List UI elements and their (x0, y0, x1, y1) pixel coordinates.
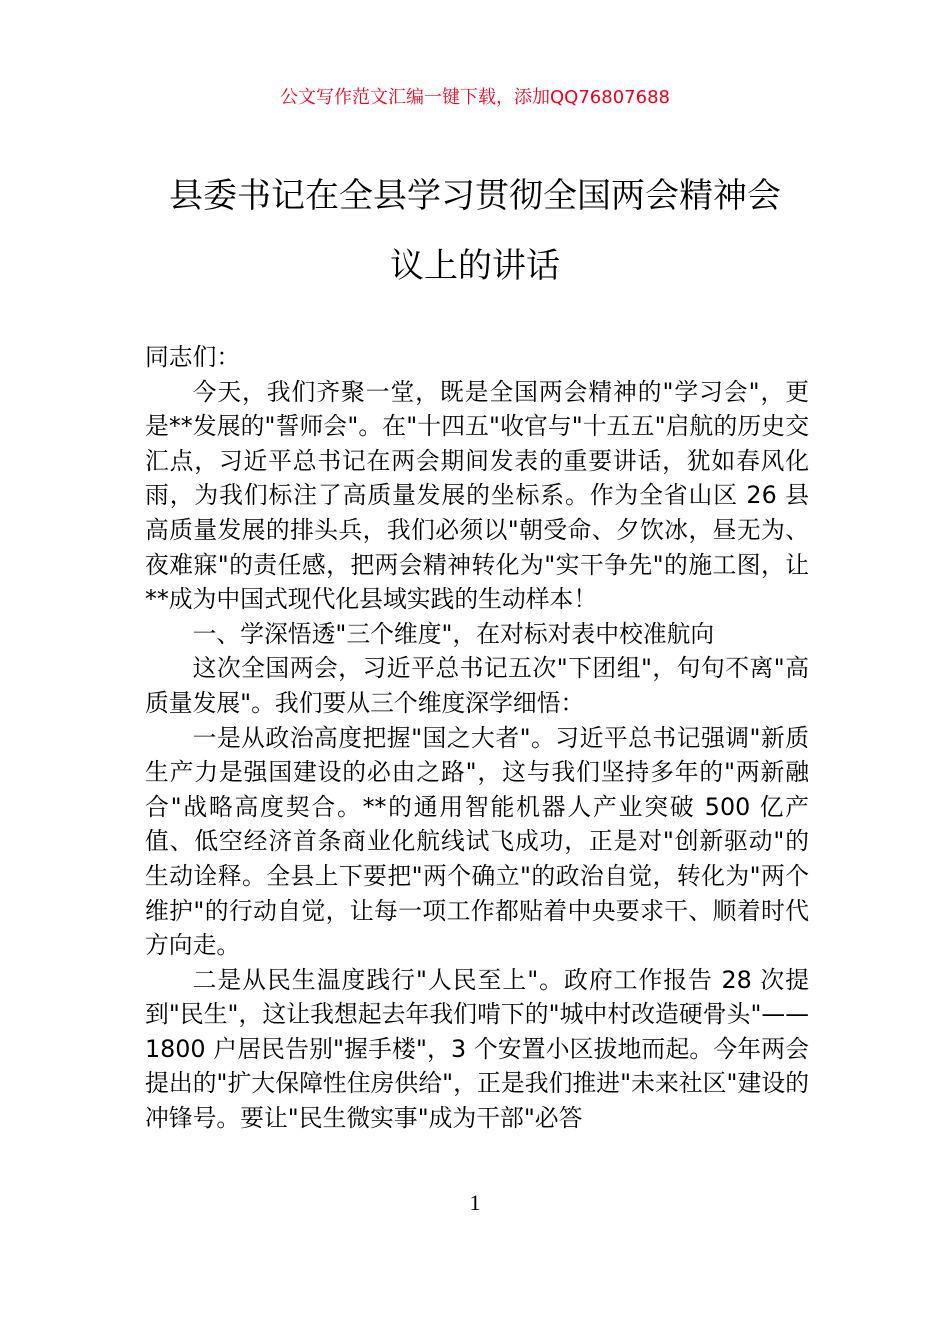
speech-body (145, 340, 809, 1136)
page-title-line-2: 议上的讲话 (390, 246, 560, 286)
download-banner: 公文写作范文汇编一键下载，添加QQ76807688 (280, 87, 670, 108)
paragraph-dimensions: 这次全国两会，习近平总书记五次"下团组"，句句不离"高质量发展"。我们要从三个维度深学细悟： (145, 654, 809, 717)
paragraph-livelihood: 二是从民生温度践行"人民至上"。政府工作报告 28 次提到"民生"，这让我想起去年我们啃下的"城中村改造硬骨头"——1800 户居民告别"握手楼"，3 个安置小区拔地而起。今年两会提出的"扩大保障性住房供给"，正是我们推进"未来社区"建设的冲锋号。要让"民生微实事"成为干部"必答 (145, 965, 809, 1133)
section-heading-1: 一、学深悟透"三个维度"，在对标对表中校准航向 (192, 619, 715, 648)
page-title-line-1: 县委书记在全县学习贯彻全国两会精神会 (169, 176, 781, 216)
page-number: 1 (469, 1190, 481, 1215)
greeting: 同志们： (145, 343, 241, 371)
paragraph-political: 一是从政治高度把握"国之大者"。习近平总书记强调"新质生产力是强国建设的必由之路"，这与我们坚持多年的"两新融合"战略高度契合。**的通用智能机器人产业突破 500 亿产值、低空经济首条商业化航线试飞成功，正是对"创新驱动"的生动诠释。全县上下要把"两个确立"的政治自觉，转化为"两个维护"的行动自觉，让每一项工作都贴着中央要求干、顺着时代方向走。 (145, 723, 809, 960)
paragraph-intro: 今天，我们齐聚一堂，既是全国两会精神的"学习会"，更是**发展的"誓师会"。在"十四五"收官与"十五五"启航的历史交汇点，习近平总书记在两会期间发表的重要讲话，犹如春风化雨，为我们标注了高质量发展的坐标系。作为全省山区 26 县高质量发展的排头兵，我们必须以"朝受命、夕饮冰，昼无为、夜难寐"的责任感，把两会精神转化为"实干争先"的施工图，让**成为中国式现代化县域实践的生动样本！ (145, 377, 809, 614)
